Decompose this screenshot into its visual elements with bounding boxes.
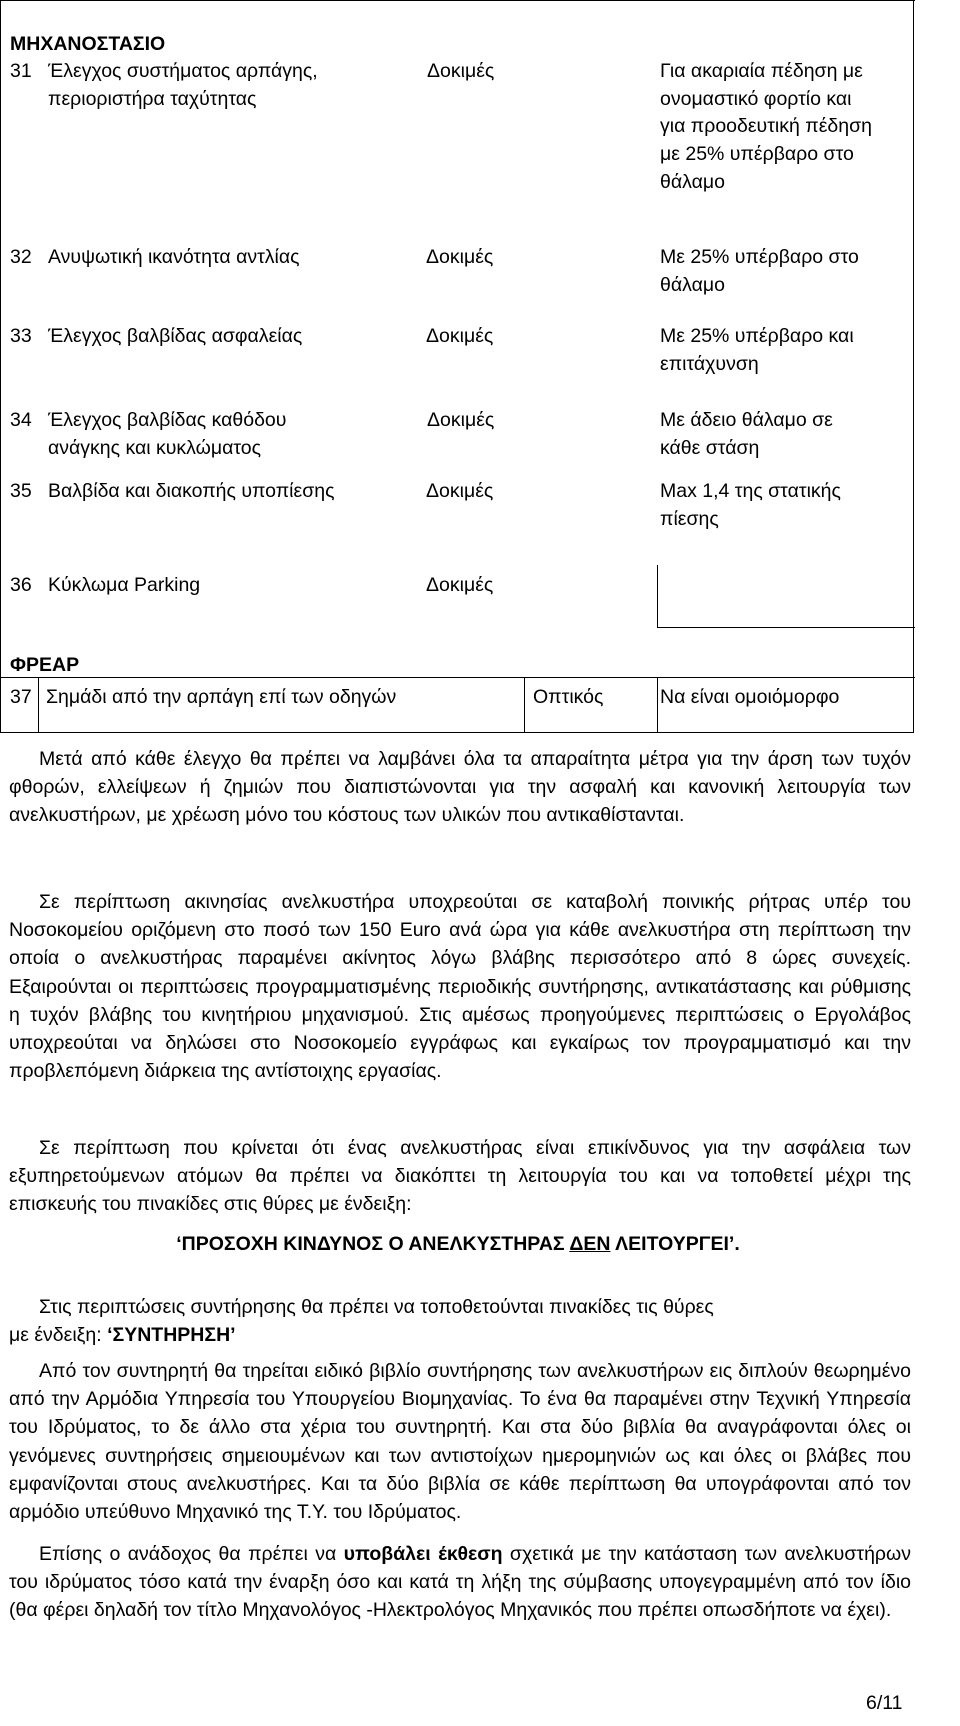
paragraph-maintenance-sign bbox=[9, 1293, 911, 1349]
warning-sign-text bbox=[0, 1232, 916, 1257]
maintenance-line-1 bbox=[9, 1293, 911, 1321]
section-heading-machine-room: ΜΗΧΑΝΟΣΤΑΣΙΟ bbox=[10, 33, 166, 55]
warning-underlined-word: ΔΕΝ bbox=[569, 1233, 611, 1255]
paragraph-penalty bbox=[9, 888, 911, 1085]
table-top-border bbox=[1, 0, 915, 1]
row-border-top bbox=[1, 677, 915, 678]
cell-border bbox=[657, 565, 658, 627]
row-note: Για ακαριαία πέδηση με ονομαστικό φορτίο και για προοδευτική πέδηση με 25% υπέρβαρο στο θάλαμο bbox=[660, 60, 872, 193]
row-number: 36 bbox=[10, 574, 32, 596]
paragraph-text: Επίσης ο ανάδοχος θα πρέπει να bbox=[39, 1543, 344, 1565]
paragraph-repairs bbox=[9, 745, 911, 830]
paragraph-text: Σε περίπτωση που κρίνεται ότι ένας ανελκυστήρας είναι επικίνδυνος για την ασφάλεια των εξυπηρετούμενων ατόμων θα πρέπει να διακόπτει τη λειτουργία του και να τοποθετεί μέχρι της επισκευής του πινακίδες στις θύρες με ένδειξη: bbox=[9, 1137, 911, 1216]
maintenance-line-2 bbox=[9, 1321, 911, 1349]
row-note: Με 25% υπέρβαρο στο θάλαμο bbox=[660, 246, 859, 296]
cell-border bbox=[524, 677, 525, 733]
paragraph-text: Στις περιπτώσεις συντήρησης θα πρέπει να τοποθετούνται πινακίδες τις θύρες bbox=[39, 1296, 714, 1318]
row-number: 37 bbox=[10, 686, 32, 708]
row-method: Δοκιμές bbox=[426, 574, 494, 596]
paragraph-report bbox=[9, 1540, 911, 1625]
row-method: Δοκιμές bbox=[426, 480, 494, 502]
row-item: Σημάδι από την αρπάγη επί των οδηγών bbox=[46, 686, 397, 708]
page-number: 6/11 bbox=[866, 1692, 903, 1714]
row-method: Δοκιμές bbox=[427, 60, 495, 82]
cell-border bbox=[657, 627, 915, 628]
paragraph-text: Μετά από κάθε έλεγχο θα πρέπει να λαμβάνει όλα τα απαραίτητα μέτρα για την άρση των τυχόν φθορών, ελλείψεων ή ζημιών που διαπιστώνονται για την ασφαλή και κανονική λειτουργία των ανελκυστήρων, με χρέωση μόνο του κόστους των υλικών που αντικαθίστανται. bbox=[9, 748, 911, 827]
paragraph-text: σχετικά με την κατάσταση των ανελκυστήρων του ιδρύματος τόσο κατά την έναρξη όσο και κατά τη λήξη της σύμβασης υπογεγραμμένη από τον ίδιο (θα φέρει δηλαδή τον τίτλο Μηχανολόγος -Ηλεκτρολόγος Μηχανικός που πρέπει οπωσδήποτε να έχει). bbox=[9, 1543, 911, 1622]
maintenance-label: ‘ΣΥΝΤΗΡΗΣΗ’ bbox=[107, 1324, 236, 1347]
row-note: Να είναι ομοιόμορφο bbox=[660, 686, 840, 708]
row-number: 34 bbox=[10, 409, 32, 431]
paragraph-dangerous-lift bbox=[9, 1134, 911, 1219]
row-method: Δοκιμές bbox=[427, 409, 495, 431]
bold-phrase: υποβάλει έκθεση bbox=[343, 1543, 503, 1565]
row-item: Ανυψωτική ικανότητα αντλίας bbox=[48, 246, 300, 268]
row-note: Με άδειο θάλαμο σε κάθε στάση bbox=[660, 409, 833, 459]
paragraph-text: Από τον συντηρητή θα τηρείται ειδικό βιβλίο συντήρησης των ανελκυστήρων εις διπλούν θεωρημένο από την Αρμόδια Υπηρεσία του Υπουργείου Βιομηχανίας. Το ένα θα παραμένει στην Τεχνική Υπηρεσία του Ιδρύματος, το δε άλλο στα χέρια του συντηρητή. Και στα δύο βιβλία θα αναγράφονται όλες οι γενόμενες συντηρήσεις σημειουμένων και των αντιστοίχων ημερομηνιών ως και όλες οι βλάβες που εμφανίζονται στους ανελκυστήρες. Και τα δύο βιβλία σε κάθε περίπτωση θα υπογράφονται από τον αρμόδιο υπεύθυνο Μηχανικό της Τ.Υ. του Ιδρύματος. bbox=[9, 1360, 911, 1523]
warning-text: ‘ΠΡΟΣΟΧΗ ΚΙΝΔΥΝΟΣ Ο ΑΝΕΛΚΥΣΤΗΡΑΣ bbox=[176, 1233, 570, 1255]
paragraph-text: με ένδειξη: bbox=[9, 1324, 108, 1347]
inspection-table bbox=[0, 0, 914, 733]
row-method: Οπτικός bbox=[533, 686, 604, 708]
cell-border bbox=[38, 677, 39, 733]
row-item: Έλεγχος συστήματος αρπάγης, περιοριστήρα ταχύτητας bbox=[48, 60, 318, 110]
row-method: Δοκιμές bbox=[426, 246, 494, 268]
row-number: 32 bbox=[10, 246, 32, 268]
row-item: Κύκλωμα Parking bbox=[48, 574, 201, 596]
paragraph-logbook bbox=[9, 1357, 911, 1526]
row-note: Με 25% υπέρβαρο και επιτάχυνση bbox=[660, 325, 854, 375]
row-item: Βαλβίδα και διακοπής υποπίεσης bbox=[48, 480, 335, 502]
row-method: Δοκιμές bbox=[426, 325, 494, 347]
row-number: 31 bbox=[10, 60, 32, 82]
row-item: Έλεγχος βαλβίδας καθόδου ανάγκης και κυκλώματος bbox=[48, 409, 287, 459]
paragraph-text: Σε περίπτωση ακινησίας ανελκυστήρα υποχρεούται σε καταβολή ποινικής ρήτρας υπέρ του Νοσοκομείου οριζόμενη στο ποσό των 150 Euro ανά ώρα για κάθε ανελκυστήρα στη περίπτωση την οποία ο ανελκυστήρας παραμένει ακίνητος λόγω βλάβης περισσότερο από 8 ώρες συνεχείς. Εξαιρούνται οι περιπτώσεις προγραμματισμένης περιοδικής συντήρησης, αντικατάστασης και ρύθμισης η τυχόν βλάβης του κινητήριου μηχανισμού. Στις αμέσως προηγούμενες περιπτώσεις ο Εργολάβος υποχρεούται να δηλώσει στο Νοσοκομείο εγγράφως και εγκαίρως τον προγραμματισμό και την προβλεπόμενη διάρκεια της αντίστοιχης εργασίας. bbox=[9, 891, 911, 1083]
row-number: 33 bbox=[10, 325, 32, 347]
warning-text-end: ΛΕΙΤΟΥΡΓΕΙ’. bbox=[610, 1233, 740, 1255]
row-item: Έλεγχος βαλβίδας ασφαλείας bbox=[48, 325, 303, 347]
row-number: 35 bbox=[10, 480, 32, 502]
row-note: Max 1,4 της στατικής πίεσης bbox=[660, 480, 841, 530]
section-heading-shaft: ΦΡΕΑΡ bbox=[10, 654, 80, 676]
